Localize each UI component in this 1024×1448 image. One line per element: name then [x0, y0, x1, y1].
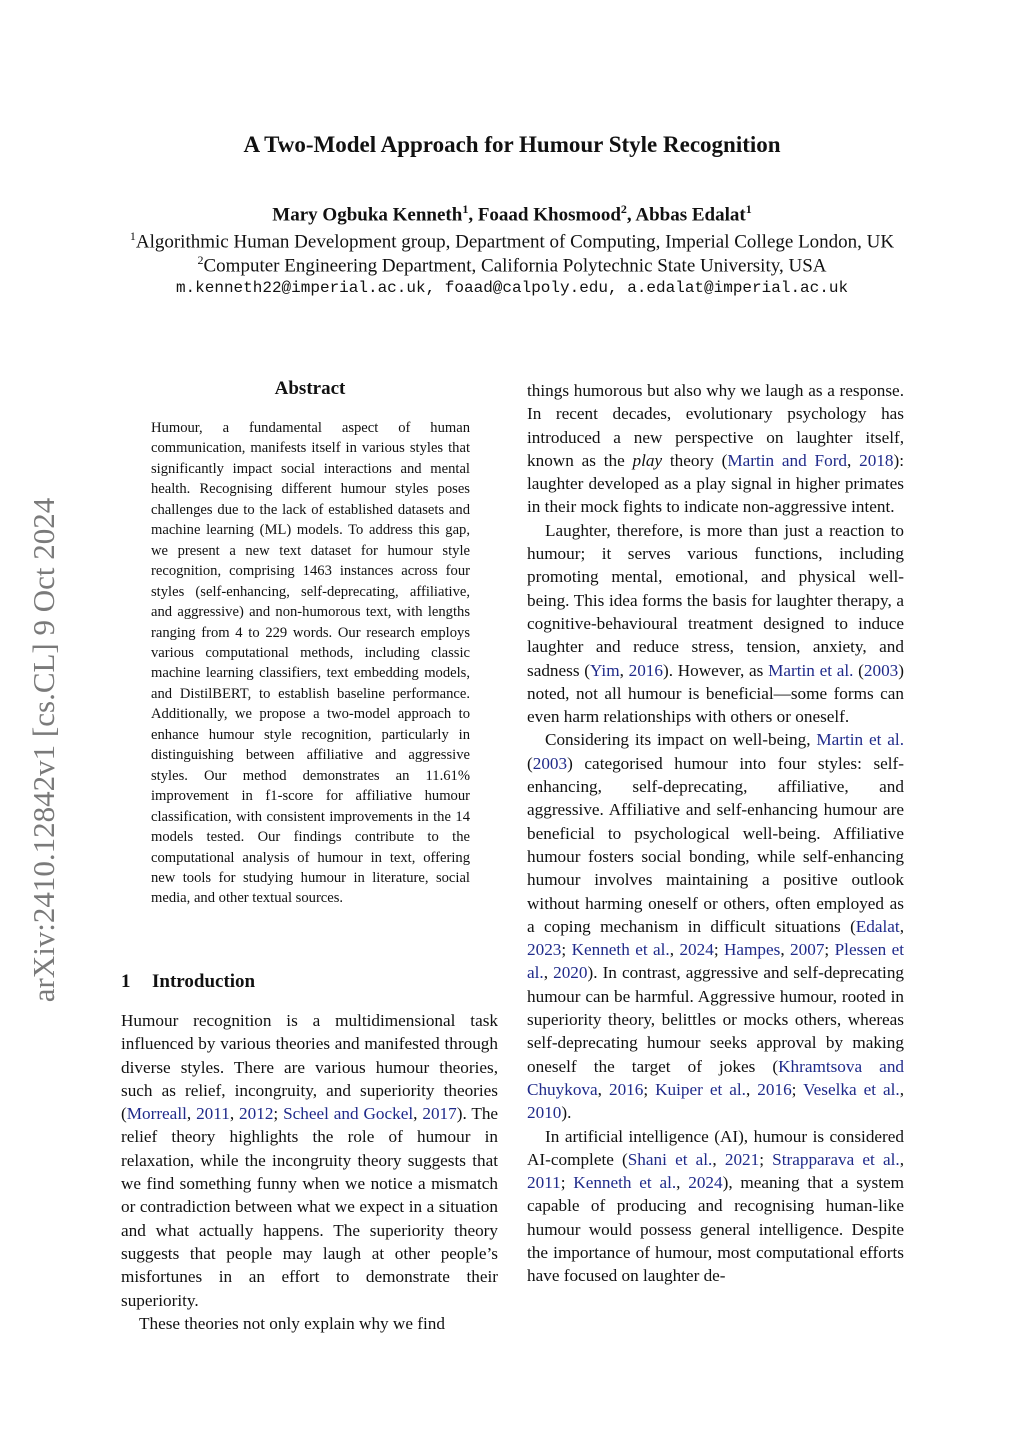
text-run: ,	[597, 1079, 609, 1099]
text-run: theory (	[662, 450, 728, 470]
text-run: ). In contrast, aggressive and self-deprecating humour can be harmful. Aggressive humour, rooted in superiority theory, belittles or mocks others, whereas self-deprecating humour seeks approval by making oneself the target of jokes (	[527, 963, 905, 1076]
citation-link[interactable]: 2023	[527, 940, 562, 960]
citation-link[interactable]: 2021	[724, 1149, 760, 1169]
right-column-body	[527, 379, 904, 1288]
text-run: ).	[561, 1103, 572, 1123]
citation-link[interactable]: 2003	[863, 660, 899, 680]
text-run: ;	[713, 940, 724, 960]
text-run: ,	[712, 1149, 725, 1169]
author-affiliation-mark: 2	[620, 202, 627, 216]
text-run: In artificial intelligence (AI), humour is considered AI-complete (	[527, 1126, 904, 1169]
paragraph	[121, 1009, 498, 1312]
text-run: ,	[543, 963, 554, 983]
text-run: ,	[745, 1079, 758, 1099]
text-run: ): laughter developed as a play signal in higher primates in their mock fights to indicate non-aggressive intent.	[527, 450, 904, 517]
text-run: ), meaning that a system capable of producing and recognising human-like humour would possess general intelligence. Despite the importance of humour, most computational efforts have focused on laughter de-	[527, 1173, 904, 1286]
paragraph	[527, 728, 904, 1124]
affiliation-text: Algorithmic Human Development group, Department of Computing, Imperial College London, UK	[135, 231, 895, 253]
text-run: ,	[780, 940, 791, 960]
citation-link[interactable]: Hampes	[724, 940, 781, 960]
citation-link[interactable]: 2012	[239, 1104, 274, 1124]
text-run: ;	[824, 940, 835, 960]
section-heading	[121, 971, 255, 993]
text-run: These theories not only explain why we find	[139, 1313, 445, 1333]
abstract-heading: Abstract	[274, 378, 346, 399]
author-list	[0, 202, 1024, 226]
left-column-body	[121, 1009, 498, 1335]
citation-link[interactable]: 2011	[527, 1173, 561, 1193]
citation-link[interactable]: 2024	[679, 940, 714, 960]
citation-link[interactable]: Morreall	[126, 1104, 187, 1124]
citation-link[interactable]: 2016	[608, 1079, 644, 1099]
citation-link[interactable]: Plessen et al.	[527, 940, 904, 983]
affiliation-text: Computer Engineering Department, California Polytechnic State University, USA	[203, 255, 827, 277]
text-run: ;	[759, 1149, 773, 1169]
citation-link[interactable]: 2020	[553, 963, 588, 983]
citation-link[interactable]: 2024	[688, 1173, 723, 1193]
text-run: (	[853, 660, 864, 680]
citation-link[interactable]: Kenneth et al.	[571, 940, 670, 960]
author-emails: m.kenneth22@imperial.ac.uk, foaad@calpoly.edu, a.edalat@imperial.ac.uk	[175, 279, 849, 297]
abstract-text: Humour, a fundamental aspect of human communication, manifests itself in various styles that significantly impact social interactions and mental health. Recognising different humour styles poses challenges due to the lack of established datasets and machine learning (ML) models. To address this gap, we present a new text dataset for humour style recognition, comprising 1463 instances across four styles (self-enhancing, self-deprecating, affiliative, and aggressive) and non-humorous text, with lengths ranging from 4 to 229 words. Our research employs various computational methods, including classic machine learning classifiers, text embedding models, and DistilBERT, to establish baseline performance. Additionally, we propose a two-model approach to enhance humour style recognition, particularly in distinguishing between affiliative and aggressive styles. Our method demonstrates an 11.61% improvement in f1-score for affiliative humour classification, with consistent improvements in the 14 models tested. Our findings contribute to the computational analysis of humour in text, offering new tools for studying humour in literature, social media, and other textual sources.	[151, 420, 470, 907]
citation-link[interactable]: Veselka et al.	[803, 1079, 900, 1099]
citation-link[interactable]: 2011	[196, 1104, 230, 1124]
text-run: ,	[229, 1104, 240, 1124]
citation-link[interactable]: 2007	[790, 940, 825, 960]
text-run: ,	[669, 940, 680, 960]
author-name: Foaad Khosmood	[477, 204, 621, 226]
citation-link[interactable]: 2003	[532, 753, 568, 773]
citation-link[interactable]: 2016	[757, 1079, 792, 1099]
author-affiliation-mark: 1	[462, 202, 469, 216]
author-name: Abbas Edalat	[635, 204, 746, 226]
text-run: ,	[847, 450, 860, 470]
text-run: ,	[413, 1104, 423, 1124]
text-run: ,	[899, 916, 904, 936]
text-run: Laughter, therefore, is more than just a reaction to humour; it serves various functions, including promoting mental, emotional, and physical well-being. This idea forms the basis for laughter therapy, a cognitive-behavioural treatment designed to induce laughter and reduce stress, tension, anxiety, and sadness (	[527, 520, 904, 680]
text-run: ). The relief theory highlights the role of humour in relaxation, while the incongruity theory suggests that we find something funny when we notice a mismatch or contradiction between what we expect in a situation and what actually happens. The superiority theory suggests that people may laugh at other people’s misfortunes in an effort to demonstrate their superiority.	[121, 1104, 499, 1310]
text-run: Considering its impact on well-being,	[545, 730, 817, 750]
text-run: ). However, as	[662, 660, 769, 680]
citation-link[interactable]: Martin and Ford	[727, 450, 848, 470]
citation-link[interactable]: Scheel and Gockel	[283, 1104, 414, 1124]
paragraph-continuation	[527, 379, 904, 519]
text-run: ,	[899, 1149, 904, 1169]
text-run: ,	[676, 1173, 689, 1193]
text-run: things humorous but also why we laugh as a response. In recent decades, evolutionary psychology has introduced a new perspective on laughter itself, known as the	[527, 381, 904, 470]
citation-link[interactable]: Kenneth et al.	[573, 1173, 677, 1193]
text-run: ;	[561, 940, 572, 960]
citation-link[interactable]: Strapparava et al.	[772, 1149, 900, 1169]
citation-link[interactable]: 2018	[859, 450, 894, 470]
emphasis: play	[632, 450, 663, 470]
author-separator: ,	[468, 204, 478, 226]
text-run: ;	[791, 1079, 804, 1099]
affiliation-mark: 1	[129, 229, 136, 243]
citation-link[interactable]: Kuiper et al.	[655, 1079, 746, 1099]
section-title: Introduction	[152, 971, 256, 992]
affiliation	[0, 229, 1024, 253]
citation-link[interactable]: Shani et al.	[627, 1149, 713, 1169]
citation-link[interactable]: Khramtsova and Chuykova	[527, 1056, 905, 1099]
author-name: Mary Ogbuka Kenneth	[272, 204, 463, 226]
affiliation-mark: 2	[197, 253, 204, 267]
text-run: ;	[273, 1104, 284, 1124]
text-run: Humour recognition is a multidimensional task influenced by various theories and manifested through diverse styles. There are various humour theories, such as relief, incongruity, and superiority theories (	[121, 1011, 498, 1124]
text-run: ,	[186, 1104, 197, 1124]
paragraph	[527, 1125, 904, 1288]
text-run: ,	[899, 1079, 905, 1099]
text-run: ,	[619, 660, 629, 680]
author-separator: ,	[626, 204, 636, 226]
citation-link[interactable]: 2010	[527, 1103, 562, 1123]
text-run: ) categorised humour into four styles: self-enhancing, self-deprecating, affiliative, and aggressive. Affiliative and self-enhancing humour are beneficial to psychological well-being. Affiliative humour fosters social bonding, while self-enhancing humour involves maintaining a positive outlook without harming oneself or others, often employed as a coping mechanism in difficult situations (	[527, 753, 904, 936]
paragraph	[527, 519, 904, 729]
citation-link[interactable]: Martin et al.	[816, 730, 904, 750]
citation-link[interactable]: 2016	[628, 660, 663, 680]
text-run: (	[527, 753, 533, 773]
citation-link[interactable]: Yim	[589, 660, 620, 680]
text-run: ;	[560, 1173, 574, 1193]
text-run: ;	[643, 1079, 656, 1099]
affiliation	[0, 253, 1024, 277]
citation-link[interactable]: Edalat	[855, 916, 900, 936]
text-run: ) noted, not all humour is beneficial—some forms can even harm relationships with others or oneself.	[527, 660, 904, 727]
paragraph	[121, 1312, 498, 1335]
citation-link[interactable]: Martin et al.	[768, 660, 854, 680]
citation-link[interactable]: 2017	[422, 1104, 457, 1124]
paper-title: A Two-Model Approach for Humour Style Recognition	[243, 132, 781, 157]
section-number: 1	[121, 971, 131, 992]
author-affiliation-mark: 1	[745, 202, 752, 216]
arxiv-stamp: arXiv:2410.12842v1 [cs.CL] 9 Oct 2024	[26, 497, 61, 1003]
